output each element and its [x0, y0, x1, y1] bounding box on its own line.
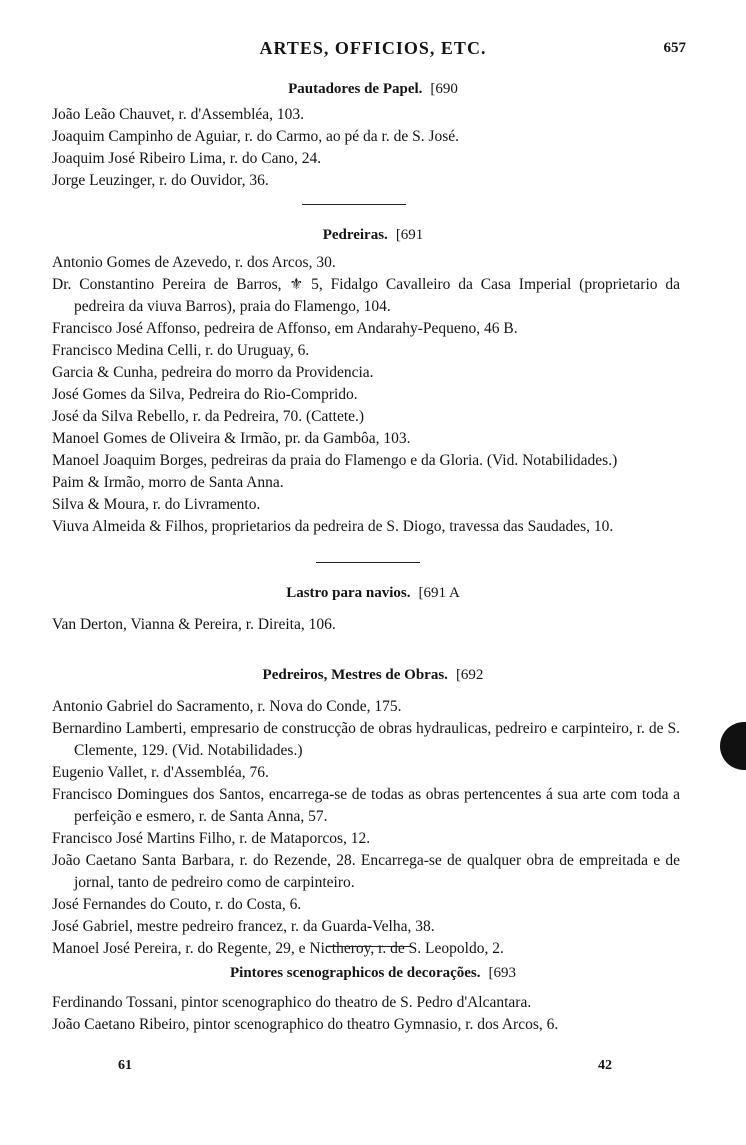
section-heading [0, 662, 746, 688]
section-divider [302, 204, 406, 205]
list-item: Manoel Gomes de Oliveira & Irmão, pr. da Gambôa, 103. [52, 430, 411, 447]
section-heading [0, 960, 746, 986]
list-item: Joaquim Campinho de Aguiar, r. do Carmo, ao pé da r. de S. José. [52, 128, 460, 145]
list-item: Francisco Medina Celli, r. do Uruguay, 6. [52, 342, 310, 359]
footer-signature-left: 61 [118, 1058, 132, 1073]
entry-list [0, 696, 746, 960]
list-item: Francisco Domingues dos Santos, encarrega-se de todas as obras pertencentes á sua arte com toda a perfeição e esmero, r. de Santa Anna, 57. [52, 786, 680, 825]
section-lastro [0, 580, 746, 636]
section-title: Pintores scenographicos de decorações. [229, 965, 481, 981]
section-heading [0, 222, 746, 248]
entry-list [0, 252, 746, 538]
section-pintores [0, 960, 746, 1036]
section-title: Pautadores de Papel. [288, 81, 423, 97]
page-footer [0, 1058, 746, 1082]
list-item: José da Silva Rebello, r. da Pedreira, 70. (Cattete.) [52, 408, 365, 425]
list-item: Manoel José Pereira, r. do Regente, 29, e Nictheroy, r. de S. Leopoldo, 2. [52, 940, 504, 957]
list-item: Eugenio Vallet, r. d'Assembléa, 76. [52, 764, 269, 781]
section-title: Pedreiros, Mestres de Obras. [262, 667, 448, 683]
list-item: Garcia & Cunha, pedreira do morro da Providencia. [52, 364, 374, 381]
list-item: Bernardino Lamberti, empresario de construcção de obras hydraulicas, pedreiro e carpinteiro, r. de S. Clemente, 129. (Vid. Notabilidades.) [52, 720, 680, 759]
list-item: João Caetano Ribeiro, pintor scenographico do theatro Gymnasio, r. dos Arcos, 6. [52, 1016, 559, 1033]
section-heading [0, 76, 746, 102]
list-item: Manoel Joaquim Borges, pedreiras da praia do Flamengo e da Gloria. (Vid. Notabilidades.) [52, 452, 618, 469]
list-item: Dr. Constantino Pereira de Barros, ⚜ 5, Fidalgo Cavalleiro da Casa Imperial (proprietario da pedreira da viuva Barros), praia do Flamengo, 104. [52, 276, 680, 315]
entry-list [0, 992, 746, 1036]
footer-signature-right: 42 [598, 1058, 612, 1073]
page-number: 657 [663, 40, 686, 56]
list-item: Silva & Moura, r. do Livramento. [52, 496, 261, 513]
list-item: Viuva Almeida & Filhos, proprietarios da pedreira de S. Diogo, travessa das Saudades, 10. [52, 518, 614, 535]
list-item: Van Derton, Vianna & Pereira, r. Direita, 106. [52, 616, 336, 633]
section-pedreiras [0, 222, 746, 538]
section-title: Lastro para navios. [286, 585, 411, 601]
section-divider [326, 946, 412, 947]
section-divider [316, 562, 420, 563]
list-item: José Gomes da Silva, Pedreira do Rio-Comprido. [52, 386, 358, 403]
section-title: Pedreiras. [322, 227, 388, 243]
list-item: Francisco José Affonso, pedreira de Affonso, em Andarahy-Pequeno, 46 B. [52, 320, 518, 337]
list-item: João Caetano Santa Barbara, r. do Rezende, 28. Encarrega-se de qualquer obra de empreitada e de jornal, tanto de pedreiro como de carpinteiro. [52, 852, 680, 891]
section-number: [691 [395, 227, 424, 243]
section-heading [0, 580, 746, 606]
list-item: Antonio Gomes de Azevedo, r. dos Arcos, 30. [52, 254, 336, 271]
section-pautadores [0, 76, 746, 192]
list-item: Antonio Gabriel do Sacramento, r. Nova do Conde, 175. [52, 698, 402, 715]
list-item: Jorge Leuzinger, r. do Ouvidor, 36. [52, 172, 269, 189]
section-number: [692 [455, 667, 484, 683]
section-number: [691 A [418, 585, 460, 601]
running-head [0, 38, 746, 64]
list-item: Paim & Irmão, morro de Santa Anna. [52, 474, 284, 491]
list-item: Francisco José Martins Filho, r. de Mataporcos, 12. [52, 830, 371, 847]
running-head-title: ARTES, OFFICIOS, ETC. [259, 38, 487, 58]
section-number: [693 [488, 965, 517, 981]
list-item: Joaquim José Ribeiro Lima, r. do Cano, 24. [52, 150, 322, 167]
list-item: Ferdinando Tossani, pintor scenographico do theatro de S. Pedro d'Alcantara. [52, 994, 532, 1011]
section-number: [690 [430, 81, 458, 97]
list-item: José Fernandes do Couto, r. do Costa, 6. [52, 896, 302, 913]
section-pedreiros [0, 662, 746, 960]
entry-list [0, 614, 746, 636]
list-item: José Gabriel, mestre pedreiro francez, r. da Guarda-Velha, 38. [52, 918, 435, 935]
entry-list [0, 104, 746, 192]
list-item: João Leão Chauvet, r. d'Assembléa, 103. [52, 106, 305, 123]
